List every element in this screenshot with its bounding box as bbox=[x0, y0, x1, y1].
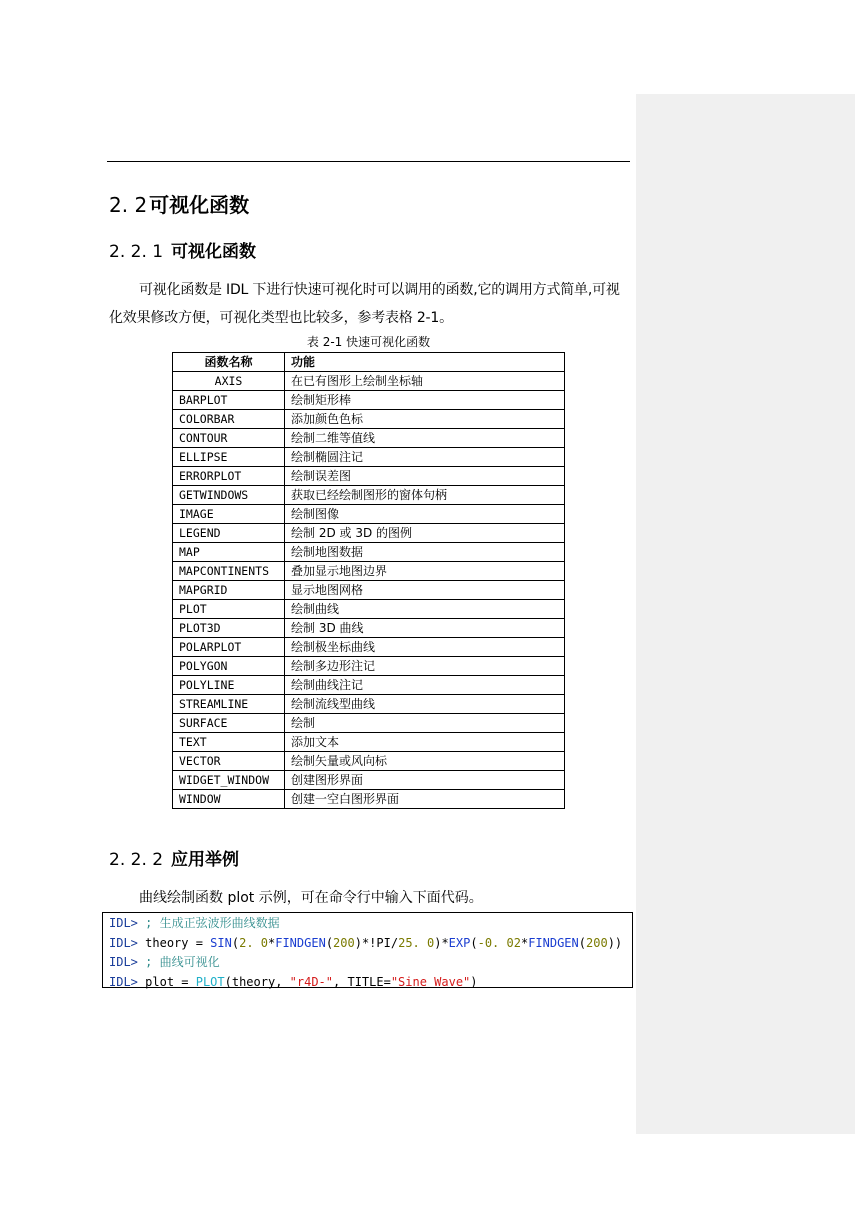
table-row bbox=[173, 771, 565, 790]
functions-table bbox=[172, 352, 565, 809]
function-description-cell: 绘制 bbox=[285, 714, 565, 733]
code-number: 25. 0 bbox=[398, 935, 435, 950]
idl-prompt: IDL> bbox=[109, 974, 138, 989]
subsection-number: 2. 2. 1 bbox=[109, 242, 164, 262]
function-name-cell: LEGEND bbox=[173, 524, 285, 543]
code-comment: ; 曲线可视化 bbox=[145, 955, 220, 969]
table-row bbox=[173, 524, 565, 543]
function-description-cell: 创建图形界面 bbox=[285, 771, 565, 790]
function-name-cell: BARPLOT bbox=[173, 391, 285, 410]
table-row bbox=[173, 372, 565, 391]
code-comment: ; 生成正弦波形曲线数据 bbox=[145, 916, 280, 930]
section-title: 可视化函数 bbox=[149, 193, 250, 217]
function-name-cell: MAP bbox=[173, 543, 285, 562]
table-row bbox=[173, 448, 565, 467]
function-name-cell: CONTOUR bbox=[173, 429, 285, 448]
function-name-cell: TEXT bbox=[173, 733, 285, 752]
function-name-cell: VECTOR bbox=[173, 752, 285, 771]
table-row bbox=[173, 505, 565, 524]
table-row bbox=[173, 581, 565, 600]
function-name-cell: IMAGE bbox=[173, 505, 285, 524]
function-description-cell: 绘制误差图 bbox=[285, 467, 565, 486]
code-line-3 bbox=[109, 953, 632, 973]
example-paragraph: 曲线绘制函数 plot 示例，可在命令行中输入下面代码。 bbox=[139, 890, 483, 906]
function-name-cell: AXIS bbox=[173, 372, 285, 391]
table-row bbox=[173, 467, 565, 486]
subsection-title: 可视化函数 bbox=[171, 242, 256, 262]
table-row bbox=[173, 790, 565, 809]
section-number: 2. 2 bbox=[109, 193, 148, 217]
idl-prompt: IDL> bbox=[109, 955, 138, 969]
comment-margin-pane bbox=[636, 94, 855, 1134]
function-name-cell: ERRORPLOT bbox=[173, 467, 285, 486]
function-description-cell: 绘制椭圆注记 bbox=[285, 448, 565, 467]
code-line-1 bbox=[109, 914, 632, 934]
intro-paragraph: 可视化函数是 IDL 下进行快速可视化时可以调用的函数,它的调用方式简单,可视化效果修改方便，可视化类型也比较多，参考表格 2-1。 bbox=[109, 282, 620, 326]
table-row bbox=[173, 391, 565, 410]
subsection-heading-1 bbox=[109, 237, 256, 262]
function-description-cell: 绘制曲线注记 bbox=[285, 676, 565, 695]
code-string: "Sine Wave" bbox=[390, 974, 471, 989]
code-line-2: IDL> theory = SIN(2. 0*FINDGEN(200)*!PI/25. 0)*EXP(-0. 02*FINDGEN(200)) bbox=[109, 935, 623, 950]
table-row bbox=[173, 410, 565, 429]
table-row bbox=[173, 676, 565, 695]
table-header-function: 功能 bbox=[285, 353, 565, 372]
code-function: EXP bbox=[448, 935, 471, 950]
function-description-cell: 绘制地图数据 bbox=[285, 543, 565, 562]
function-description-cell: 绘制多边形注记 bbox=[285, 657, 565, 676]
table-header-row bbox=[173, 353, 565, 372]
function-description-cell: 绘制矢量或风向标 bbox=[285, 752, 565, 771]
section-heading bbox=[109, 189, 249, 218]
idl-prompt: IDL> bbox=[109, 935, 138, 950]
table-row bbox=[173, 695, 565, 714]
function-name-cell: WINDOW bbox=[173, 790, 285, 809]
function-name-cell: POLYGON bbox=[173, 657, 285, 676]
function-description-cell: 绘制矩形棒 bbox=[285, 391, 565, 410]
table-body bbox=[173, 372, 565, 809]
function-description-cell: 显示地图网格 bbox=[285, 581, 565, 600]
table-header-name: 函数名称 bbox=[173, 353, 285, 372]
code-line-4: IDL> plot = PLOT(theory, "r4D-", TITLE="Sine Wave") bbox=[109, 974, 478, 989]
function-description-cell: 绘制 2D 或 3D 的图例 bbox=[285, 524, 565, 543]
table-row bbox=[173, 486, 565, 505]
code-function: FINDGEN bbox=[528, 935, 579, 950]
function-name-cell: COLORBAR bbox=[173, 410, 285, 429]
function-description-cell: 绘制图像 bbox=[285, 505, 565, 524]
code-string: "r4D-" bbox=[289, 974, 334, 989]
function-description-cell: 在已有图形上绘制坐标轴 bbox=[285, 372, 565, 391]
table-row bbox=[173, 619, 565, 638]
function-description-cell: 绘制 3D 曲线 bbox=[285, 619, 565, 638]
function-name-cell: ELLIPSE bbox=[173, 448, 285, 467]
function-description-cell: 绘制流线型曲线 bbox=[285, 695, 565, 714]
function-description-cell: 绘制曲线 bbox=[285, 600, 565, 619]
table-row bbox=[173, 752, 565, 771]
function-name-cell: POLYLINE bbox=[173, 676, 285, 695]
table-row bbox=[173, 543, 565, 562]
code-block bbox=[102, 912, 633, 988]
table-row bbox=[173, 657, 565, 676]
function-name-cell: MAPGRID bbox=[173, 581, 285, 600]
function-description-cell: 添加文本 bbox=[285, 733, 565, 752]
function-name-cell: SURFACE bbox=[173, 714, 285, 733]
table-row bbox=[173, 733, 565, 752]
table-caption: 表 2-1 快速可视化函数 bbox=[306, 335, 431, 349]
header-rule bbox=[107, 161, 630, 162]
function-description-cell: 添加颜色色标 bbox=[285, 410, 565, 429]
code-function: FINDGEN bbox=[275, 935, 326, 950]
function-name-cell: GETWINDOWS bbox=[173, 486, 285, 505]
table-row bbox=[173, 562, 565, 581]
function-description-cell: 绘制二维等值线 bbox=[285, 429, 565, 448]
subsection-heading-2 bbox=[109, 845, 239, 870]
function-name-cell: PLOT3D bbox=[173, 619, 285, 638]
table-row bbox=[173, 638, 565, 657]
table-row bbox=[173, 600, 565, 619]
code-function: SIN bbox=[210, 935, 232, 950]
table-row bbox=[173, 429, 565, 448]
function-description-cell: 创建一空白图形界面 bbox=[285, 790, 565, 809]
subsection-title: 应用举例 bbox=[171, 850, 239, 870]
subsection-number: 2. 2. 2 bbox=[109, 850, 164, 870]
function-description-cell: 获取已经绘制图形的窗体句柄 bbox=[285, 486, 565, 505]
code-number: 2. 0 bbox=[239, 935, 268, 950]
code-function: PLOT bbox=[195, 974, 225, 989]
function-name-cell: POLARPLOT bbox=[173, 638, 285, 657]
idl-prompt: IDL> bbox=[109, 916, 138, 930]
function-description-cell: 绘制极坐标曲线 bbox=[285, 638, 565, 657]
code-number: -0. 02 bbox=[477, 935, 521, 950]
code-number: 200 bbox=[586, 935, 608, 950]
function-description-cell: 叠加显示地图边界 bbox=[285, 562, 565, 581]
table-row bbox=[173, 714, 565, 733]
function-name-cell: WIDGET_WINDOW bbox=[173, 771, 285, 790]
function-name-cell: PLOT bbox=[173, 600, 285, 619]
code-number: 200 bbox=[333, 935, 355, 950]
function-name-cell: STREAMLINE bbox=[173, 695, 285, 714]
function-name-cell: MAPCONTINENTS bbox=[173, 562, 285, 581]
